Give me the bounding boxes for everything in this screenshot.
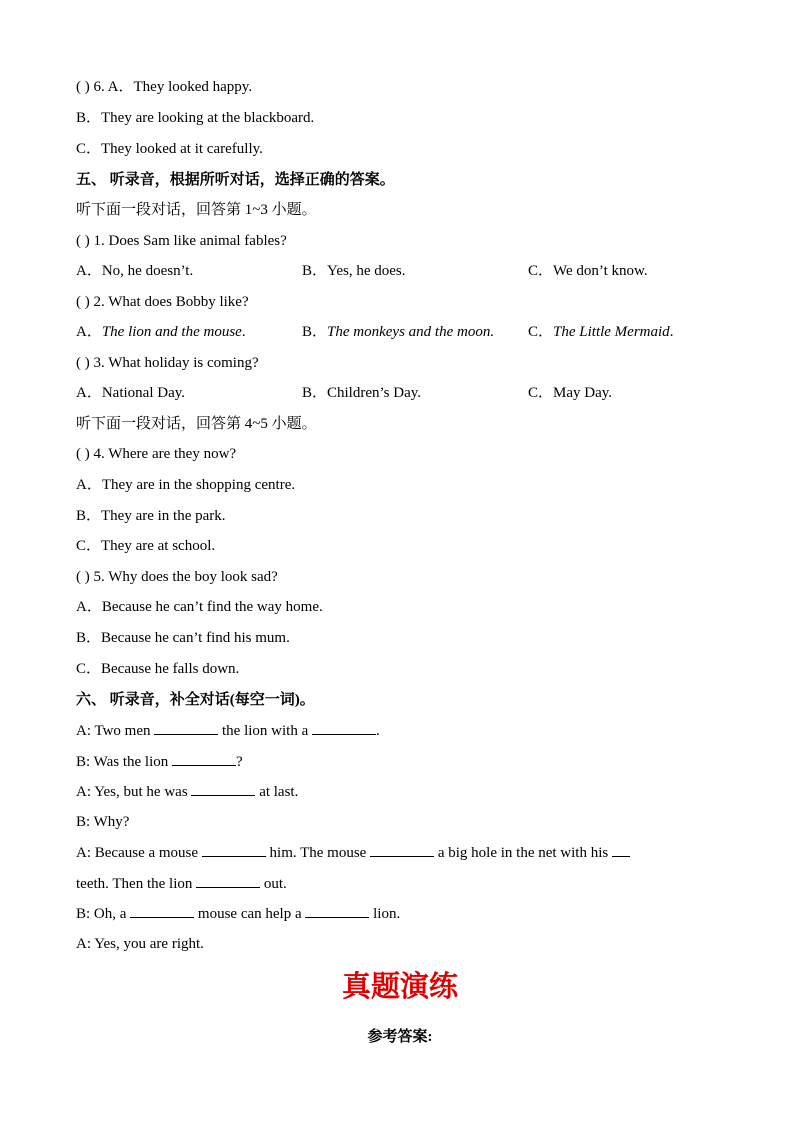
answer-blank[interactable] [612, 842, 630, 857]
answer-blank[interactable] [370, 842, 434, 857]
q6-stem: ( ) 6. A．They looked happy. [76, 79, 253, 95]
practice-title: 真题演练 [341, 969, 458, 1003]
answer-blank[interactable] [130, 903, 194, 918]
q4-option-a: A．They are in the shopping centre. [76, 477, 296, 493]
q5-option-a: A．Because he can’t find the way home. [76, 599, 323, 615]
q2-option-a: A．The lion and the mouse. [76, 324, 246, 340]
answer-blank[interactable] [196, 873, 260, 888]
dialog-line-1: A: Two men the lion with a . [76, 720, 724, 740]
q1-option-c: C．We don’t know. [528, 263, 648, 279]
answer-key-label: 参考答案: [367, 1029, 433, 1045]
dialog-line-7: B: Oh, a mouse can help a lion. [76, 903, 724, 923]
q5-option-c: C．Because he falls down. [76, 661, 240, 677]
section5-heading: 五、 听录音，根据所听对话，选择正确的答案。 [76, 172, 395, 188]
answer-blank[interactable] [191, 781, 255, 796]
q3-option-c: C．May Day. [528, 385, 613, 401]
q2-options [76, 322, 724, 342]
q2-stem: ( ) 2. What does Bobby like? [76, 294, 249, 310]
answer-blank[interactable] [172, 751, 236, 766]
q2-option-c: C．The Little Mermaid. [528, 324, 674, 340]
q2-option-b: B．The monkeys and the moon. [302, 324, 495, 340]
q1-options [76, 261, 724, 281]
answer-blank[interactable] [312, 720, 376, 735]
answer-blank[interactable] [202, 842, 266, 857]
dialog-line-4: B: Why? [76, 814, 130, 830]
dialog-line-2: B: Was the lion ? [76, 751, 724, 771]
dialog-line-8: A: Yes, you are right. [76, 936, 204, 952]
dialog1-intro: 听下面一段对话，回答第 1~3 小题。 [76, 202, 317, 218]
dialog-line-6: teeth. Then the lion out. [76, 873, 724, 893]
answer-blank[interactable] [154, 720, 218, 735]
dialog-line-5: A: Because a mouse him. The mouse a big hole in the net with his [76, 842, 724, 862]
q3-option-b: B．Children’s Day. [302, 385, 422, 401]
q3-option-a: A．National Day. [76, 385, 185, 401]
dialog2-intro: 听下面一段对话，回答第 4~5 小题。 [76, 416, 317, 432]
q4-option-c: C．They are at school. [76, 538, 216, 554]
q5-option-b: B．Because he can’t find his mum. [76, 630, 290, 646]
q1-option-b: B．Yes, he does. [302, 263, 406, 279]
q3-stem: ( ) 3. What holiday is coming? [76, 355, 259, 371]
q3-options [76, 383, 724, 403]
q6-option-c: C．They looked at it carefully. [76, 141, 263, 157]
q5-stem: ( ) 5. Why does the boy look sad? [76, 569, 278, 585]
answer-blank[interactable] [305, 903, 369, 918]
q6-option-b: B．They are looking at the blackboard. [76, 110, 315, 126]
q1-option-a: A．No, he doesn’t. [76, 263, 194, 279]
q4-stem: ( ) 4. Where are they now? [76, 446, 237, 462]
dialog-line-3: A: Yes, but he was at last. [76, 781, 724, 801]
section6-heading: 六、 听录音，补全对话(每空一词)。 [76, 692, 315, 708]
q1-stem: ( ) 1. Does Sam like animal fables? [76, 233, 287, 249]
q4-option-b: B．They are in the park. [76, 508, 226, 524]
